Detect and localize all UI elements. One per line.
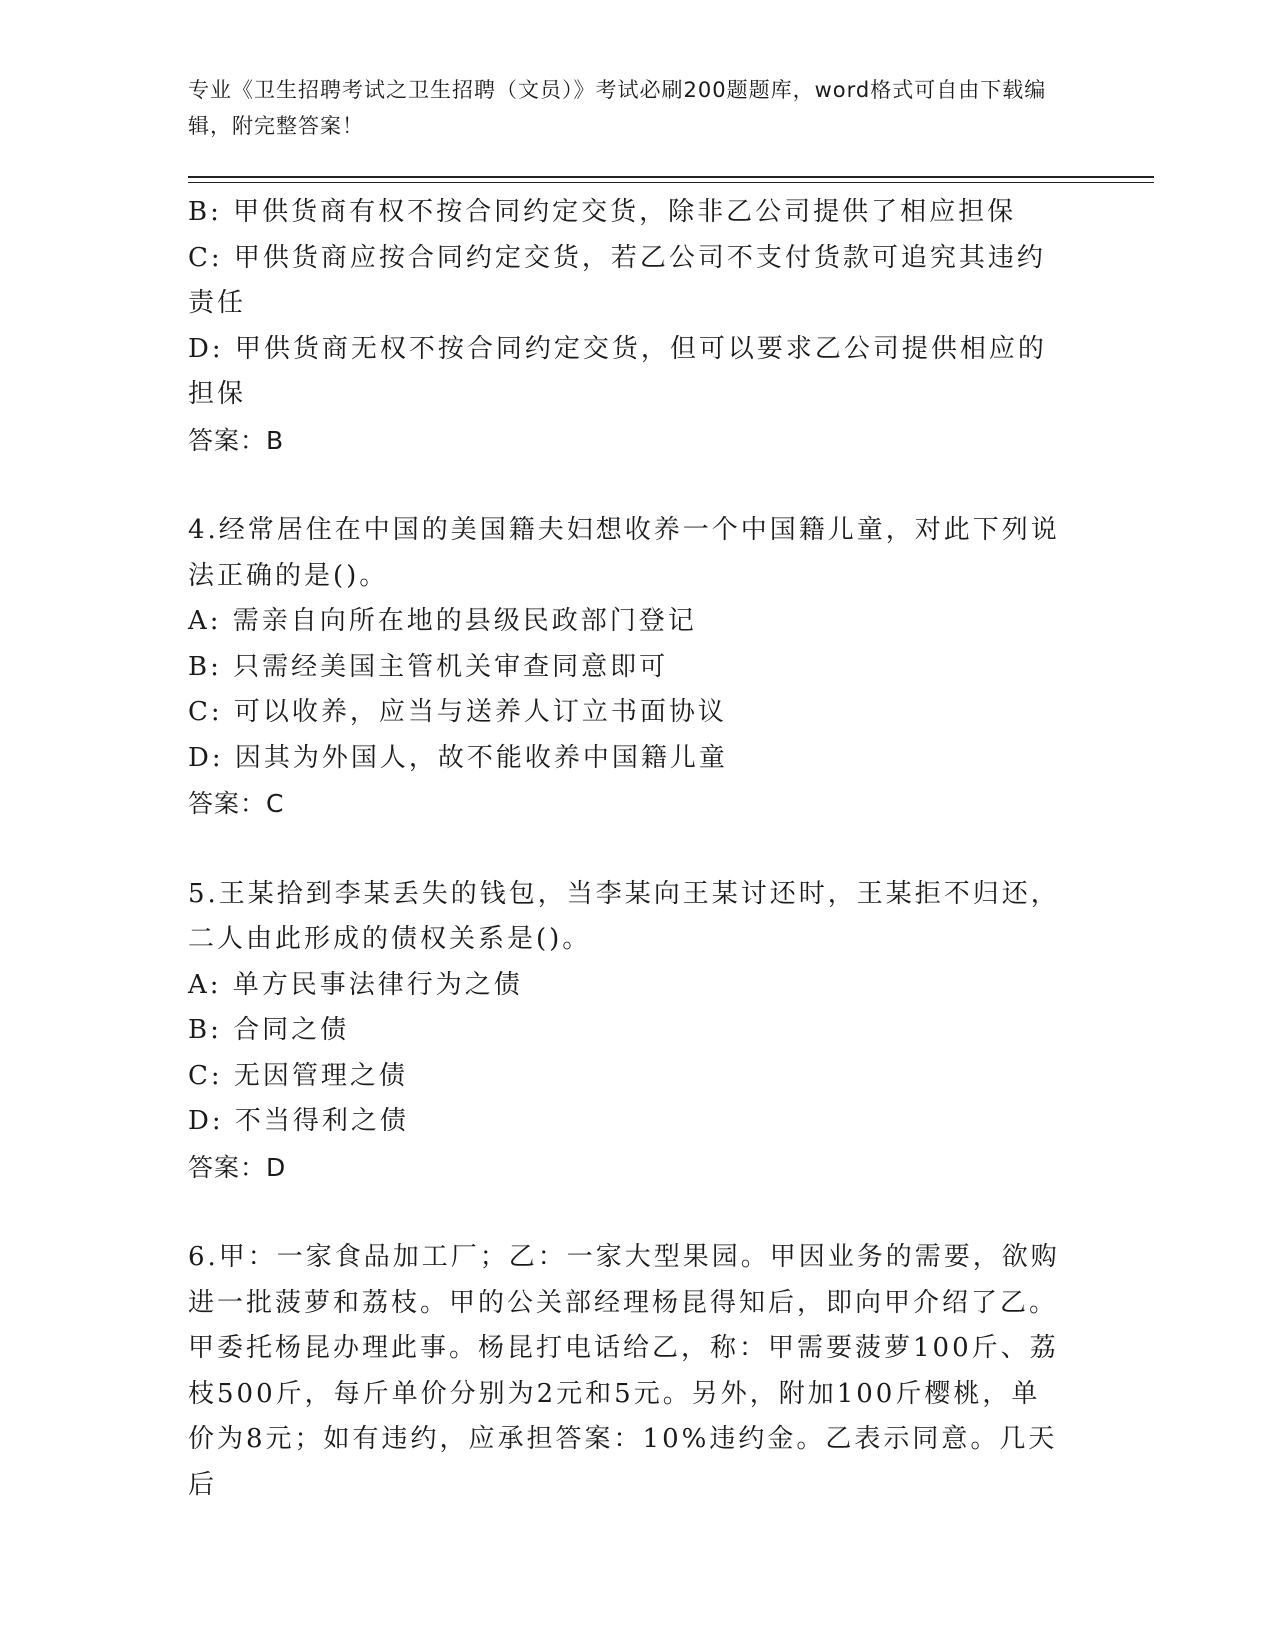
q4-option-d: D: 因其为外国人，故不能收养中国籍儿童 [188,742,728,773]
q4-option-c: C: 可以收养，应当与送养人订立书面协议 [188,697,727,727]
q3-option-b: B: 甲供货商有权不按合同约定交货，除非乙公司提供了相应担保 [188,197,1017,227]
q5-question: 5.王某拾到李某丢失的钱包，当李某向王某讨还时，王某拒不归还，二人由此形成的债权关系是()。 [188,878,1060,954]
q5-option-c: C: 无因管理之债 [188,1060,408,1091]
q4-question: 4.经常居住在中国的美国籍夫妇想收养一个中国籍儿童，对此下列说法正确的是()。 [188,515,1060,591]
q3-answer: 答案：B [188,425,285,455]
q5-answer: 答案：D [188,1152,287,1182]
q4-option-b: B: 只需经美国主管机关审查同意即可 [188,651,669,682]
q5-option-a: A: 单方民事法律行为之债 [188,969,523,1000]
document-header: 专业《卫生招聘考试之卫生招聘（文员）》考试必刷200题题库，word格式可自由下载编辑，附完整答案！ [188,78,1047,138]
header-divider-thin [188,182,1154,183]
q4-answer: 答案：C [188,789,285,818]
q4-option-a: A: 需亲自向所在地的县级民政部门登记 [188,606,697,636]
document-body [188,190,1068,1508]
q6-question: 6.甲：一家食品加工厂；乙：一家大型果园。甲因业务的需要，欲购进一批菠萝和荔枝。甲的公关部经理杨昆得知后，即向甲介绍了乙。甲委托杨昆办理此事。杨昆打电话给乙，称：甲需要菠萝100斤、荔枝500斤，每斤单价分别为2元和5元。另外，附加100斤樱桃，单价为8元；如有违约，应承担答案：10%违约金。乙表示同意。几天后 [188,1242,1060,1500]
q5-option-b: B: 合同之债 [188,1015,350,1045]
q3-option-d: D: 甲供货商无权不按合同约定交货，但可以要求乙公司提供相应的担保 [188,333,1047,409]
q3-option-c: C: 甲供货商应按合同约定交货，若乙公司不支付货款可追究其违约责任 [188,242,1046,318]
q5-option-d: D: 不当得利之债 [188,1106,409,1136]
header-divider-thick [188,176,1154,178]
